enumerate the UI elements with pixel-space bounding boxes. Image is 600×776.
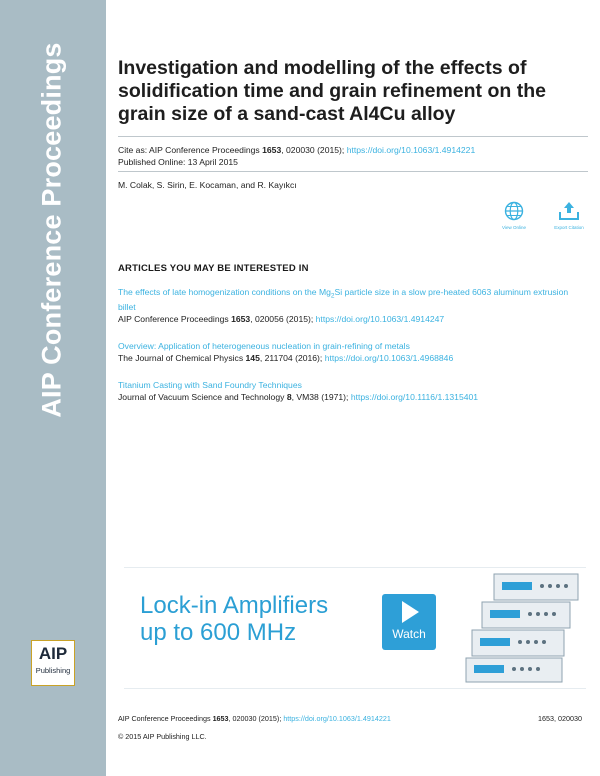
doi-link[interactable]: https://doi.org/10.1063/1.4914247 [315,313,445,324]
export-citation-label: Export Citation [554,225,584,230]
authors: M. Colak, S. Sirin, E. Kocaman, and R. Kayıkcı [118,180,297,190]
doi-link[interactable]: https://doi.org/10.1063/1.4914221 [283,714,391,723]
ad-headline: Lock-in Amplifiers up to 600 MHz [140,592,329,646]
export-citation-button[interactable] [544,201,594,230]
divider [118,171,588,172]
globe-icon [504,201,524,221]
instrument-rack-icon [464,570,582,686]
related-article-citation: The Journal of Chemical Physics 145, 211704 (2016); https://doi.org/10.1063/1.4968846 [118,352,454,363]
watch-label: Watch [392,627,426,641]
published-date: Published Online: 13 April 2015 [118,157,238,167]
related-article-title[interactable]: Titanium Casting with Sand Foundry Techniques [118,380,302,390]
related-article-title[interactable]: Overview: Application of heterogeneous nucleation in grain-refining of metals [118,341,410,351]
doi-link[interactable]: https://doi.org/10.1063/1.4914221 [346,145,476,155]
related-articles-heading: ARTICLES YOU MAY BE INTERESTED IN [118,263,309,274]
related-article-citation: AIP Conference Proceedings 1653, 020056 (2015); https://doi.org/10.1063/1.4914247 [118,313,445,324]
view-online-label: View Online [502,225,526,230]
view-online-button[interactable] [489,201,539,230]
copyright: © 2015 AIP Publishing LLC. [118,732,207,741]
doi-link[interactable]: https://doi.org/10.1063/1.4968846 [324,352,454,363]
related-article [118,341,588,364]
related-article [118,287,588,325]
doi-link[interactable]: https://doi.org/10.1116/1.1315401 [350,391,479,402]
journal-sidebar [0,0,106,776]
citation-line: Cite as: AIP Conference Proceedings 1653, 020030 (2015); https://doi.org/10.1063/1.4914221 [118,145,476,155]
journal-name: AIP Conference Proceedings [36,42,67,418]
divider [118,136,588,137]
aip-publishing-logo[interactable] [31,640,75,686]
logo-text: AIP [38,644,68,663]
page-id: 1653, 020030 [538,714,582,723]
export-icon [558,201,580,221]
footer-citation: AIP Conference Proceedings 1653, 020030 (2015); https://doi.org/10.1063/1.4914221 [118,714,391,723]
related-article-citation: Journal of Vacuum Science and Technology 8, VM38 (1971); https://doi.org/10.1116/1.1315401 [118,391,479,402]
related-article-title[interactable]: The effects of late homogenization conditions on the $Mg_2Si$ particle size in a slow pre-heated 6063 aluminum extrusion billet [118,287,569,313]
related-article [118,380,588,403]
paper-title: Investigation and modelling of the effects of solidification time and grain refinement on the grain size of a sand-cast Al4Cu alloy [118,57,546,125]
play-icon [382,594,436,628]
logo-subtext: Publishing [35,666,71,675]
watch-button[interactable] [382,594,436,650]
advertisement-banner[interactable] [124,567,586,689]
